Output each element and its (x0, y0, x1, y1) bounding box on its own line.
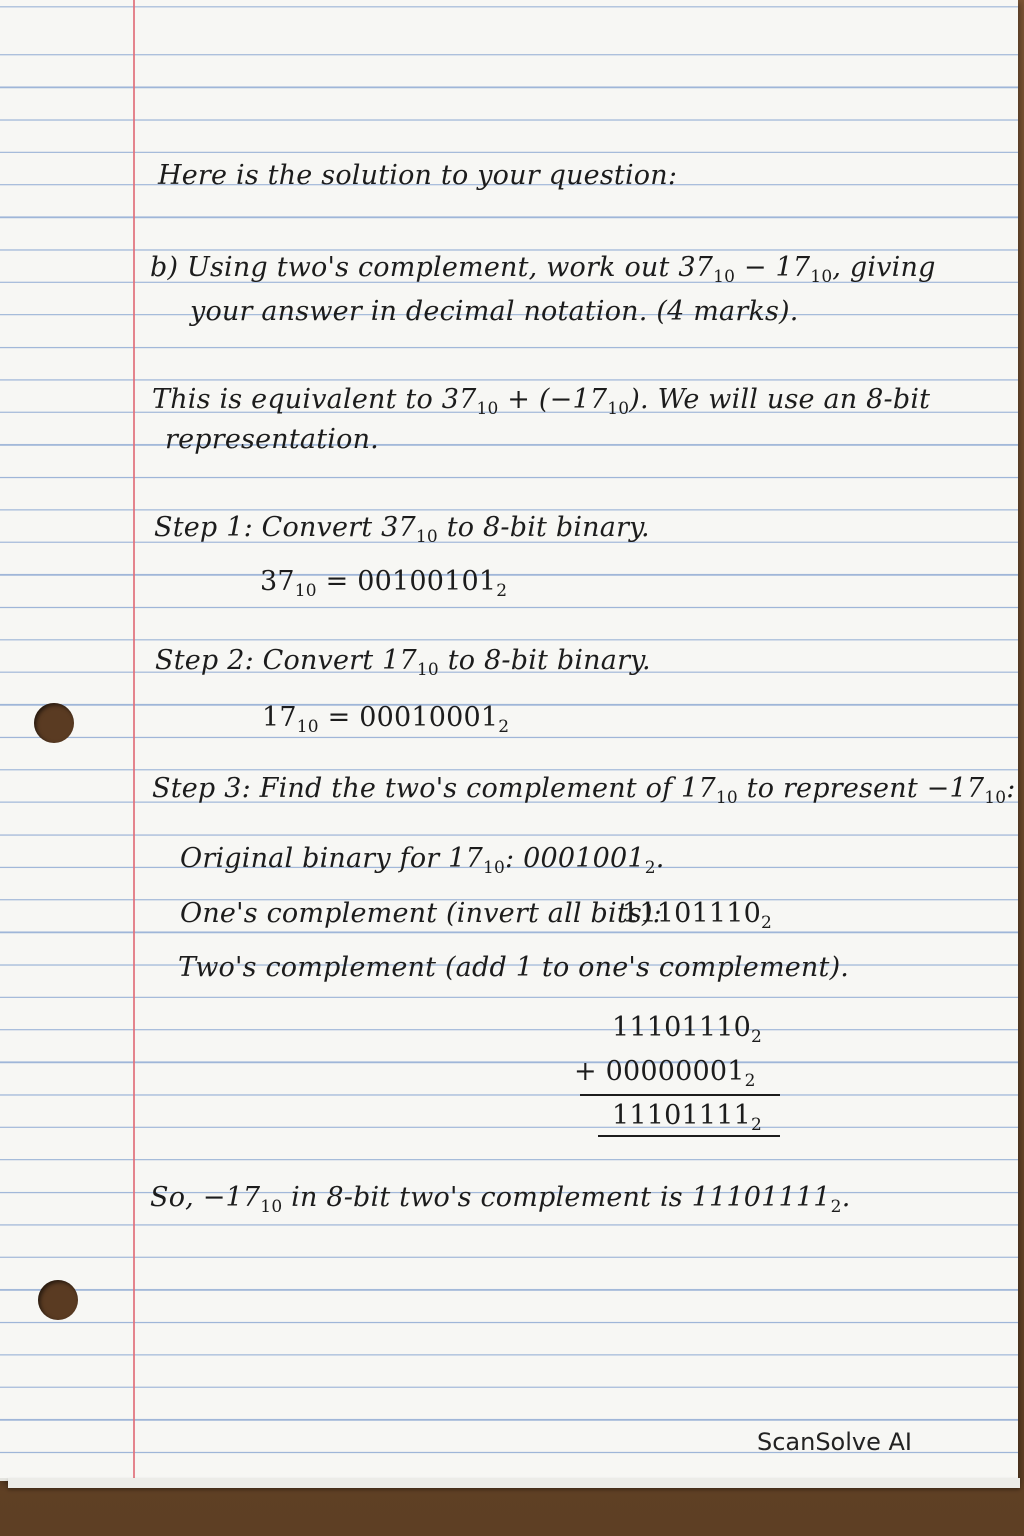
equivalent-line-1: This is equivalent to $37_{10} + (-17_{10})$. We will use an 8-bit (152, 384, 931, 419)
addition-result-underline (598, 1135, 780, 1137)
intro-text: Here is the solution to your question: (158, 160, 678, 191)
step2-equation: $17_{10} = 00010001_2$ (262, 702, 510, 737)
punch-hole (34, 703, 74, 743)
addition-result: $11101111_2$ (612, 1100, 763, 1135)
addition-row-1: $11101110_2$ (612, 1012, 763, 1047)
question-line-2: your answer in decimal notation. (4 marks). (190, 296, 799, 327)
step1-equation: $37_{10} = 00100101_2$ (260, 566, 508, 601)
conclusion-line: So, $-17_{10}$ in 8-bit two's complement is $11101111_2$. (150, 1182, 851, 1217)
twos-complement-label: Two's complement (add 1 to one's complement). (178, 952, 850, 983)
step3-heading: Step 3: Find the two's complement of $17_{10}$ to represent $-17_{10}$: (152, 773, 1016, 808)
step2-heading: Step 2: Convert $17_{10}$ to 8-bit binary. (155, 645, 651, 680)
step1-heading: Step 1: Convert $37_{10}$ to 8-bit binary. (154, 512, 650, 547)
equivalent-line-2: representation. (165, 424, 379, 455)
margin-line (133, 0, 135, 1478)
question-line-1: b) Using two's complement, work out $37_{10} - 17_{10}$, giving (150, 252, 936, 287)
original-binary-line: Original binary for $17_{10}$: $0001001_2$. (180, 843, 665, 878)
ones-complement-value: $11101110_2$ (622, 898, 773, 933)
addition-underline (580, 1094, 780, 1096)
watermark: ScanSolve AI (756, 1428, 912, 1456)
addition-row-2: + $00000001_2$ (574, 1056, 756, 1091)
paper-stack-edge (8, 1478, 1020, 1488)
punch-hole (38, 1280, 78, 1320)
ones-complement-label: One's complement (invert all bits): (180, 898, 662, 929)
